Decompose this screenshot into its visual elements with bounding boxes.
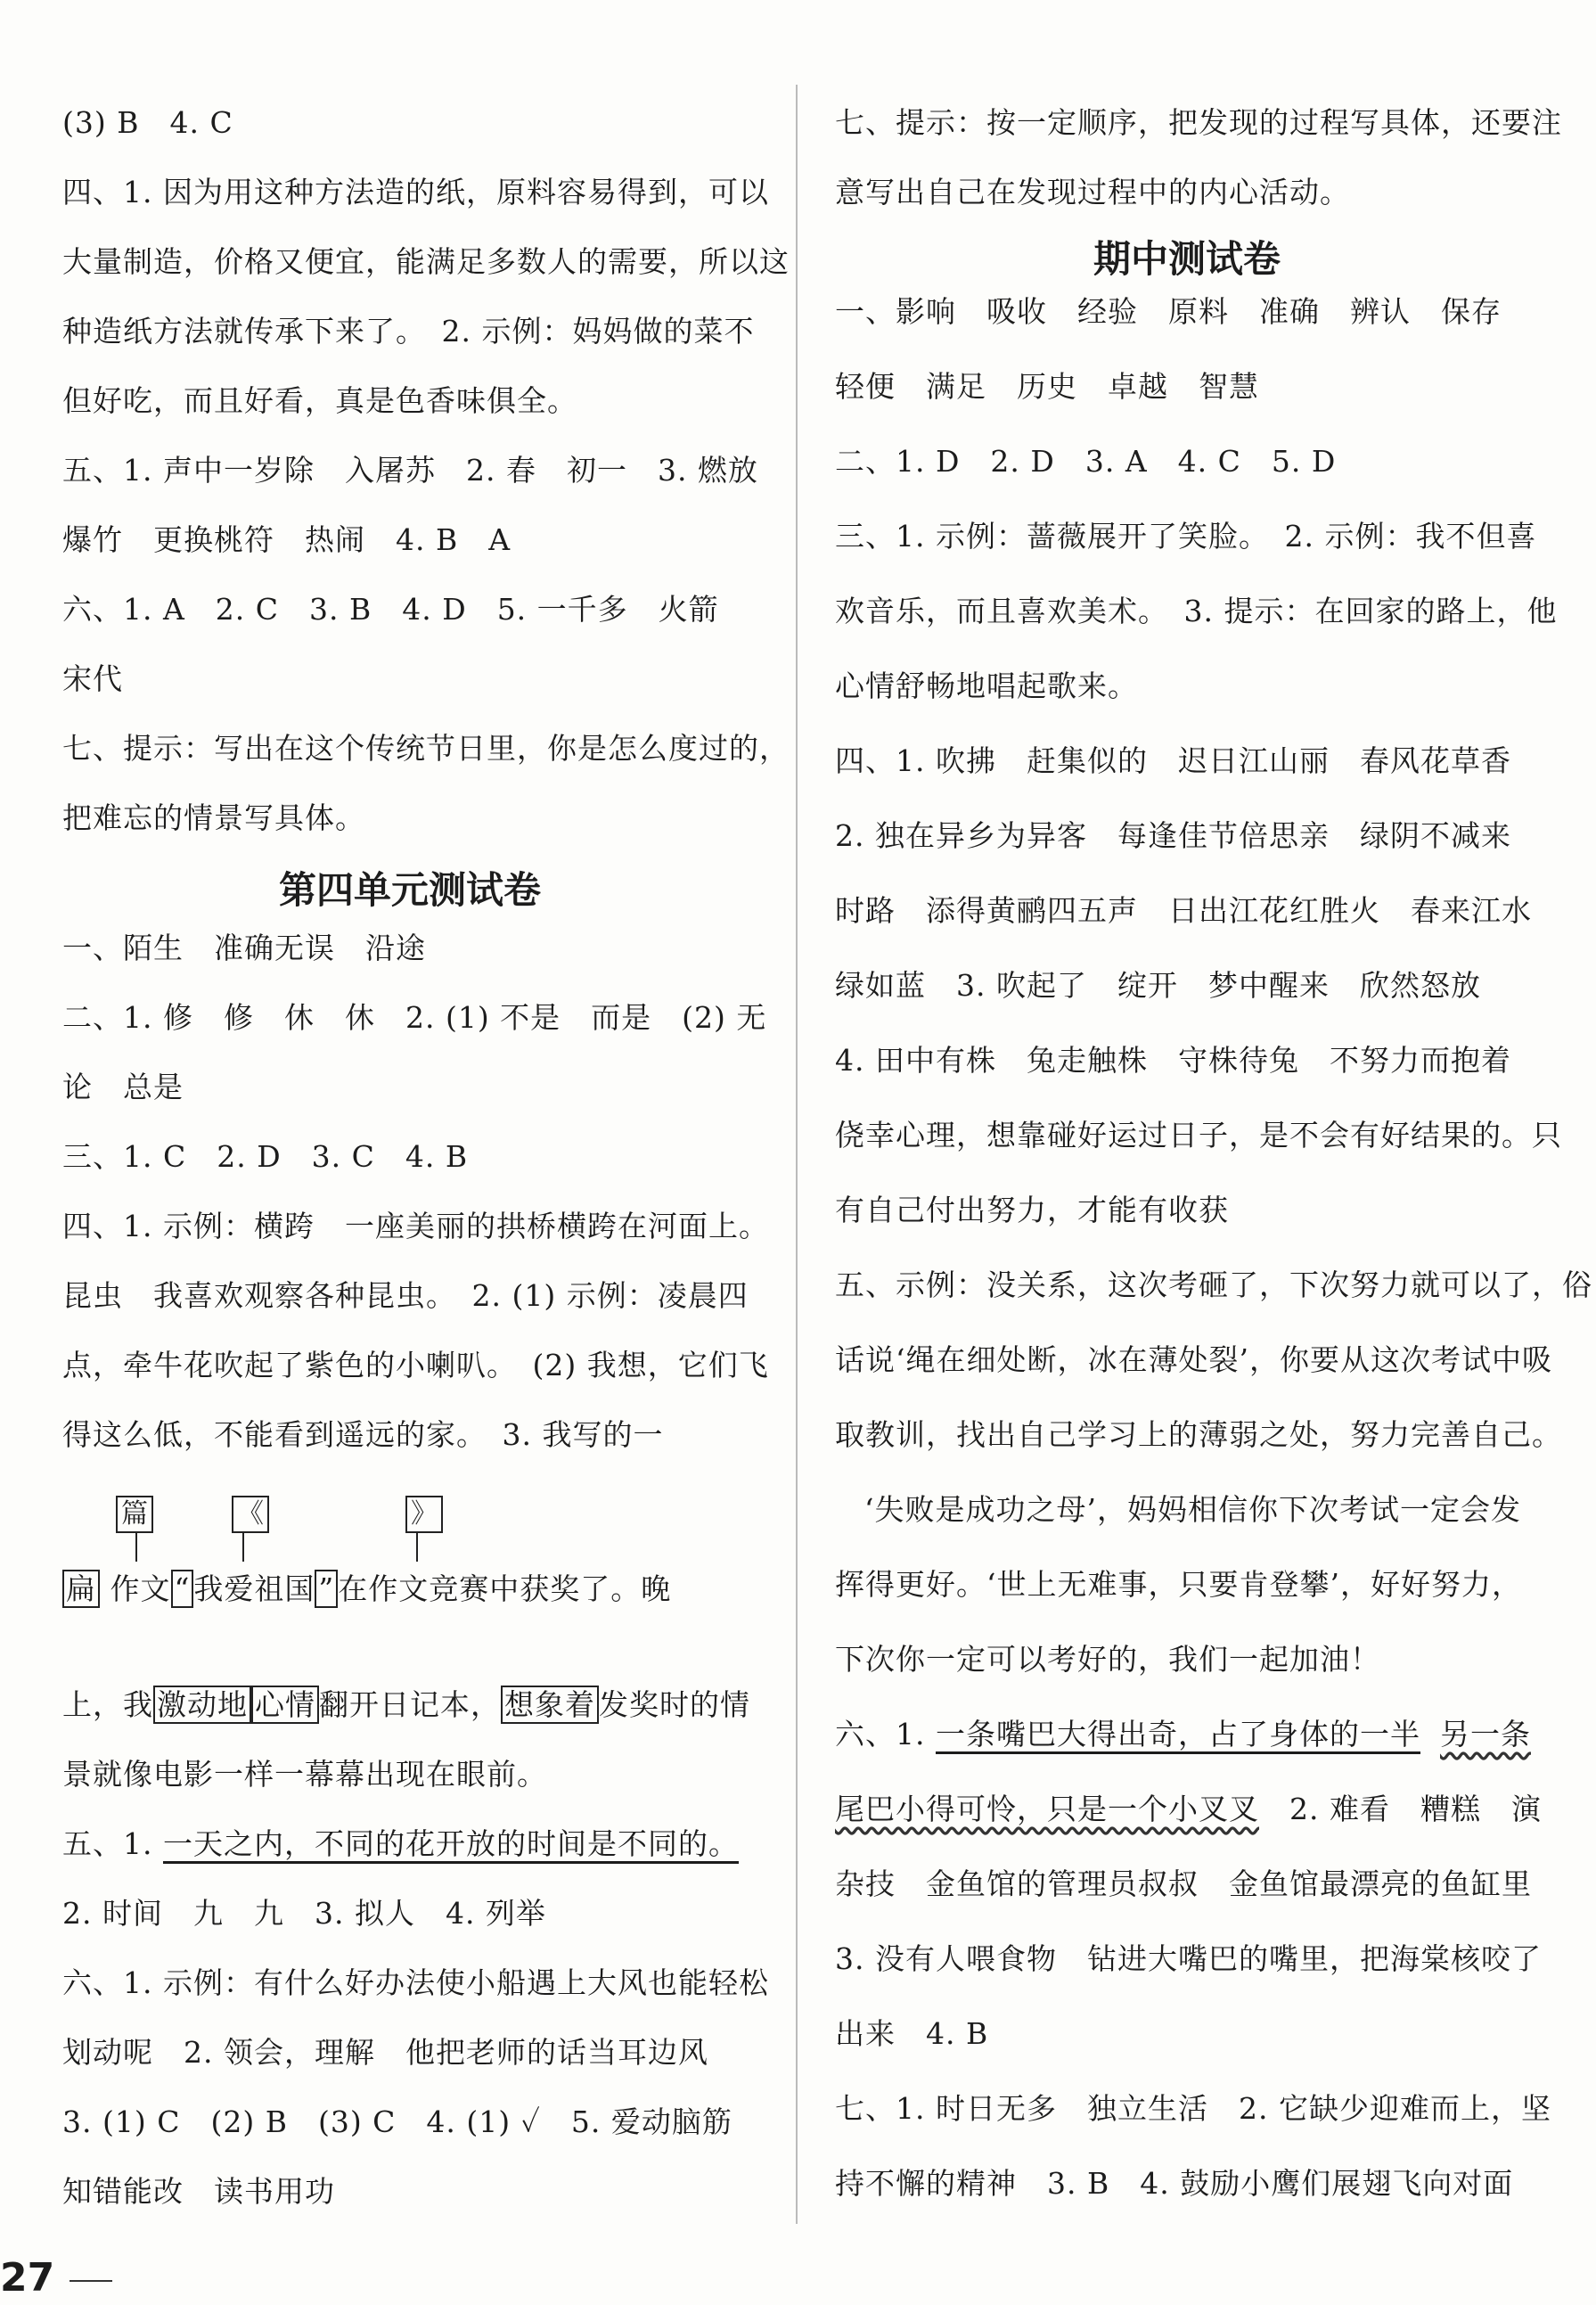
answer-line: 有自己付出努力，才能有收获 bbox=[835, 1193, 1229, 1227]
insert-arrow bbox=[242, 1533, 244, 1562]
answer-line: 持不懈的精神 3. B 4. 鼓励小鹰们展翅飞向对面 bbox=[835, 2166, 1514, 2201]
underlined-answer: 一天之内，不同的花开放的时间是不同的。 bbox=[162, 1826, 739, 1861]
answer-line: 轻便 满足 历史 卓越 智慧 bbox=[835, 369, 1259, 404]
answer-line: 3. 没有人喂食物 钻进大嘴巴的嘴里，把海棠核咬了 bbox=[835, 1941, 1542, 1976]
text-span: 作文 bbox=[100, 1571, 171, 1606]
text-span: 在作文竞赛中获奖了。晚 bbox=[338, 1571, 672, 1606]
section-title-unit4: 第四单元测试卷 bbox=[278, 868, 541, 912]
answer-line: 绿如蓝 3. 吹起了 绽开 梦中醒来 欣然怒放 bbox=[835, 968, 1481, 1003]
page-number: 27 bbox=[0, 2255, 55, 2301]
answer-line: 意写出自己在发现过程中的内心活动。 bbox=[835, 175, 1350, 209]
wavy-underlined-answer: 尾巴小得可怜，只是一个小叉叉 bbox=[835, 1792, 1259, 1826]
answer-line: 2. 时间 九 九 3. 拟人 4. 列举 bbox=[62, 1896, 546, 1931]
correction-line bbox=[62, 1563, 757, 1678]
answer-line: 话说‘绳在细处断，冰在薄处裂’，你要从这次考试中吸 bbox=[835, 1342, 1552, 1377]
answer-line: 四、1. 示例：横跨 一座美丽的拱桥横跨在河面上。 bbox=[62, 1209, 769, 1243]
correction-box: 激动地 bbox=[153, 1686, 251, 1724]
answer-line: 2. 独在异乡为异客 每逢佳节倍思亲 绿阴不减来 bbox=[835, 818, 1511, 853]
text-span: 六、1. bbox=[835, 1717, 936, 1751]
text-span: 2. 难看 糟糕 演 bbox=[1259, 1792, 1542, 1826]
answer-line: 时路 添得黄鹂四五声 日出江花红胜火 春来江水 bbox=[835, 893, 1532, 928]
answer-line: 景就像电影一样一幕幕出现在眼前。 bbox=[62, 1757, 547, 1792]
answer-line: 把难忘的情景写具体。 bbox=[62, 800, 365, 835]
answer-line: 心情舒畅地唱起歌来。 bbox=[835, 669, 1138, 703]
answer-line: 划动呢 2. 领会，理解 他把老师的话当耳边风 bbox=[62, 2035, 708, 2070]
answer-line: 4. 田中有株 兔走触株 守株待兔 不努力而抱着 bbox=[835, 1043, 1511, 1078]
insert-mark: 篇 bbox=[116, 1496, 153, 1533]
answer-line bbox=[835, 1708, 1539, 1783]
text-span: 上，我 bbox=[62, 1687, 153, 1722]
wavy-underlined-answer: 另一条 bbox=[1439, 1717, 1531, 1751]
answer-line: ‘失败是成功之母’，妈妈相信你下次考试一定会发 bbox=[864, 1492, 1521, 1527]
answer-line: 一、陌生 准确无误 沿途 bbox=[62, 931, 426, 965]
section-title-midterm: 期中测试卷 bbox=[1093, 237, 1281, 281]
answer-line: 六、1. 示例：有什么好办法使小船遇上大风也能轻松 bbox=[62, 1965, 769, 2000]
text-span: 五、1. bbox=[62, 1826, 163, 1861]
answer-line: 3. (1) C (2) B (3) C 4. (1) ✓ 5. 爱动脑筋 bbox=[62, 2104, 733, 2139]
correction-box: “ bbox=[171, 1570, 194, 1608]
answer-line: 点，牵牛花吹起了紫色的小喇叭。 (2) 我想，它们飞 bbox=[62, 1348, 769, 1382]
answer-line: 宋代 bbox=[62, 661, 123, 696]
answer-line bbox=[835, 1783, 1542, 1858]
answer-line: (3) B 4. C bbox=[62, 105, 233, 140]
answer-line: 取教训，找出自己学习上的薄弱之处，努力完善自己。 bbox=[835, 1417, 1562, 1452]
answer-line: 七、提示：按一定顺序，把发现的过程写具体，还要注 bbox=[835, 105, 1562, 140]
correction-box: 扁 bbox=[62, 1570, 100, 1608]
answer-line bbox=[62, 1817, 757, 1887]
answer-line: 但好吃，而且好看，真是色香味俱全。 bbox=[62, 383, 577, 418]
text-span: 我爱祖国 bbox=[193, 1571, 315, 1606]
answer-line: 六、1. A 2. C 3. B 4. D 5. 一千多 火箭 bbox=[62, 592, 719, 627]
answer-line: 下次你一定可以考好的，我们一起加油！ bbox=[835, 1642, 1380, 1677]
answer-line: 杂技 金鱼馆的管理员叔叔 金鱼馆最漂亮的鱼缸里 bbox=[835, 1866, 1532, 1901]
insert-mark: 《 bbox=[232, 1496, 269, 1533]
answer-line: 二、1. 修 修 休 休 2. (1) 不是 而是 (2) 无 bbox=[62, 1000, 767, 1035]
insert-arrow bbox=[135, 1533, 137, 1562]
answer-line: 侥幸心理，想靠碰好运过日子，是不会有好结果的。只 bbox=[835, 1118, 1562, 1152]
answer-line: 四、1. 因为用这种方法造的纸，原料容易得到，可以 bbox=[62, 175, 769, 209]
correction-box: 想象着 bbox=[501, 1686, 599, 1724]
correction-line bbox=[62, 1678, 757, 1748]
answer-line: 三、1. C 2. D 3. C 4. B bbox=[62, 1139, 469, 1174]
answer-line: 昆虫 我喜欢观察各种昆虫。 2. (1) 示例：凌晨四 bbox=[62, 1278, 749, 1313]
text-span: 发奖时的情 bbox=[599, 1687, 750, 1722]
answer-line: 种造纸方法就传承下来了。 2. 示例：妈妈做的菜不 bbox=[62, 314, 755, 349]
insert-mark: 》 bbox=[405, 1496, 443, 1533]
answer-line: 出来 4. B bbox=[835, 2016, 989, 2051]
answer-line: 大量制造，价格又便宜，能满足多数人的需要，所以这 bbox=[62, 244, 790, 279]
answer-line: 五、示例：没关系，这次考砸了，下次努力就可以了，俗 bbox=[835, 1267, 1592, 1302]
left-column bbox=[62, 96, 790, 2235]
correction-insert-row bbox=[62, 1478, 757, 1563]
answer-line: 论 总是 bbox=[62, 1070, 184, 1104]
correction-box: 心情 bbox=[251, 1686, 319, 1724]
answer-line: 挥得更好。‘世上无难事，只要肯登攀’，好好努力， bbox=[835, 1567, 1522, 1602]
answer-line: 知错能改 读书用功 bbox=[62, 2174, 335, 2209]
answer-line: 三、1. 示例：蔷薇展开了笑脸。 2. 示例：我不但喜 bbox=[835, 519, 1537, 554]
insert-arrow bbox=[416, 1533, 418, 1562]
column-divider bbox=[796, 85, 798, 2224]
correction-box: ” bbox=[315, 1570, 338, 1608]
answer-line: 七、1. 时日无多 独立生活 2. 它缺少迎难而上，坚 bbox=[835, 2091, 1551, 2126]
answer-line: 二、1. D 2. D 3. A 4. C 5. D bbox=[835, 444, 1337, 479]
answer-line: 欢音乐，而且喜欢美术。 3. 提示：在回家的路上，他 bbox=[835, 594, 1558, 628]
answer-line: 爆竹 更换桃符 热闹 4. B A bbox=[62, 522, 512, 557]
answer-line: 五、1. 声中一岁除 入屠苏 2. 春 初一 3. 燃放 bbox=[62, 453, 758, 488]
answer-line: 一、影响 吸收 经验 原料 准确 辨认 保存 bbox=[835, 294, 1502, 329]
underlined-answer: 一条嘴巴大得出奇，占了身体的一半 bbox=[935, 1717, 1420, 1751]
answer-line: 七、提示：写出在这个传统节日里，你是怎么度过的， bbox=[62, 731, 790, 766]
page-number-dash bbox=[70, 2280, 112, 2282]
answer-line: 四、1. 吹拂 赶集似的 迟日江山丽 春风花草香 bbox=[835, 743, 1511, 778]
answer-line: 得这么低，不能看到遥远的家。 3. 我写的一 bbox=[62, 1417, 664, 1452]
right-column bbox=[835, 96, 1592, 2232]
text-span: 翻开日记本， bbox=[319, 1687, 501, 1722]
